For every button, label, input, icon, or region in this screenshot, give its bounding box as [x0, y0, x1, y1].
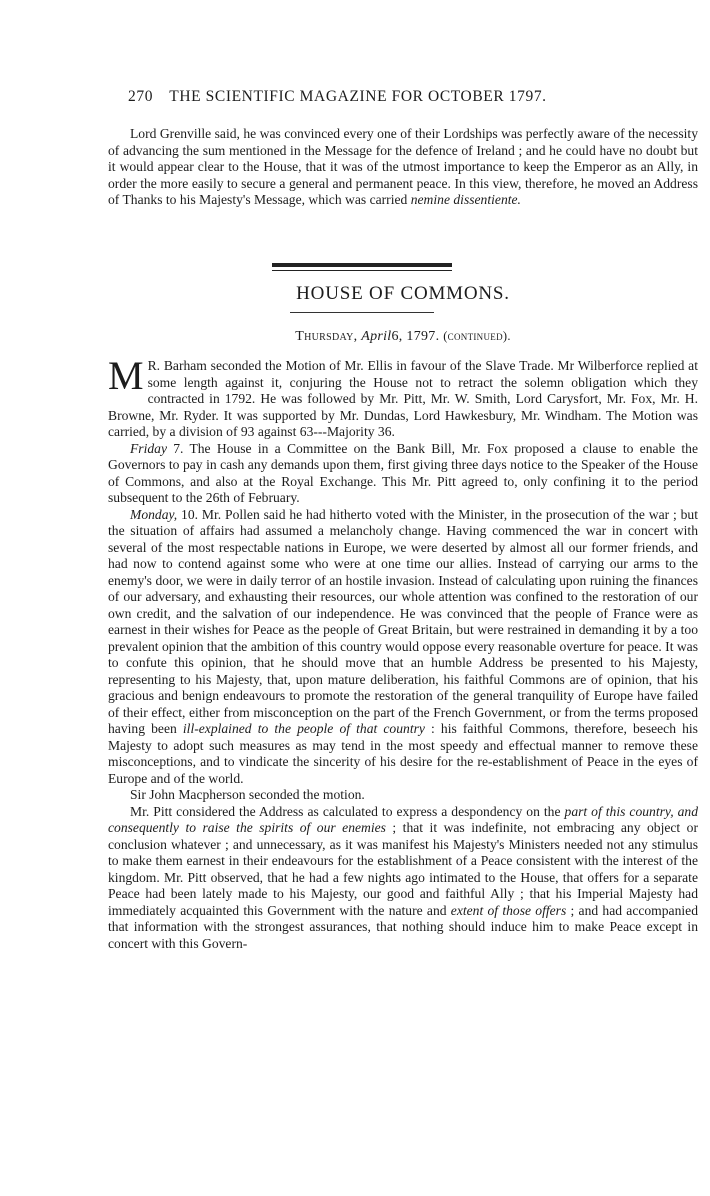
paragraph-macpherson [108, 787, 698, 804]
date-month: April [361, 329, 392, 344]
paragraph-barham [108, 353, 698, 441]
heading-underline [290, 312, 434, 313]
date-rest: 6, 1797. [391, 329, 440, 344]
paragraph-pitt [108, 804, 698, 953]
date-continued: (continued). [443, 329, 511, 343]
friday-lead: Friday [130, 440, 167, 456]
section-divider-thick [272, 263, 452, 267]
monday-lead: Monday, [130, 506, 178, 522]
page-number: 270 [128, 88, 154, 105]
intro-paragraph [108, 126, 698, 209]
paragraph-pitt-text-c: ; and had accompanied that information with the strongest assurances, that nothing should induce him to make Peace except in concert with this Govern- [108, 902, 698, 951]
intro-text: Lord Grenville said, he was convinced every one of their Lordships was perfectly aware of the necessity of advancing the sum mentioned in the Message for the defence of Ireland ; and he could have no doubt but it would appear clear to the House, that it was of the utmost importance to keep the Emperor as an Ally, in order the more easily to secure a general and permanent peace. In this view, therefore, he moved an Address of Thanks to his Majesty's Message, which was carried [108, 126, 698, 207]
paragraph-barham-text: R. Barham seconded the Motion of Mr. Ellis in favour of the Slave Trade. Mr Wilberforce replied at some length against it, conjuring the House not to retract the solemn obligation which they contracted in 1792. He was followed by Mr. Pitt, Mr. W. Smith, Lord Carysfort, Mr. Fox, Mr. H. Browne, Mr. Ryder. It was supported by Mr. Dundas, Lord Hawkesbury, Mr. Windham. The Motion was carried, by a division of 93 against 63---Majority 36. [108, 358, 698, 439]
lords-paragraph [108, 126, 698, 209]
running-header [128, 88, 628, 106]
drop-cap: M [108, 353, 144, 398]
section-heading: HOUSE OF COMMONS. [296, 283, 510, 304]
paragraph-monday-text-b: : his faithful Commons, therefore, beseech his Majesty to adopt such measures as may tend in the most speedy and effectual manner to remove these misconceptions, and to vindicate the sincerity of his desire for the re-establishment of Peace in the eyes of Europe and of the world. [108, 721, 698, 786]
section-divider-thin [272, 270, 452, 271]
paragraph-pitt-italic: part of this country, and consequently to raise the spirits of our enemies [108, 803, 698, 835]
paragraph-macpherson-text: Sir John Macpherson seconded the motion. [130, 787, 365, 802]
paragraph-pitt-italic-2: extent of those offers [450, 902, 567, 918]
session-date [108, 329, 698, 345]
paragraph-friday [108, 441, 698, 507]
paragraph-monday-italic: ill-explained to the people of that country [182, 721, 425, 736]
date-day: Thursday, [295, 329, 358, 344]
paragraph-monday-text-a: 10. Mr. Pollen said he had hitherto voted with the Minister, in the prosecution of the war ; but the situation of affairs had assumed a melancholy change. Having commenced the war in concert with several of the most respectable nations in Europe, we were deserted by almost all our former friends, and had now to contend against some who were at one time our allies. Instead of carrying our arms to the enemy's door, we were in daily terror of an hostile invasion. Instead of calculating upon ruining the finances of our adversary, and exhausting their resources, our whole attention was confined to the restoration of our own credit, and the salvation of our independence. He was convinced that the people of France were as earnest in their wishes for Peace as the people of Great Britain, but were restrained in demanding it by a too prevalent opinion that the ambition of this country would oppose every reasonable overture for peace. It was to confute this opinion, that he should move that an humble Address be presented to his Majesty, representing to his Majesty, that, upon mature deliberation, his faithful Commons are of opinion, that his gracious and benign endeavours to promote the restoration of the general tranquility of Europe have failed of their effect, either from misconception on the part of the French Government, or from the terms proposed having been [108, 506, 699, 736]
paragraph-pitt-text-a: Mr. Pitt considered the Address as calculated to express a despondency on the [130, 803, 565, 819]
running-title: THE SCIENTIFIC MAGAZINE FOR OCTOBER 1797. [169, 88, 547, 105]
paragraph-friday-text: 7. The House in a Committee on the Bank Bill, Mr. Fox proposed a clause to enable the Governors to pay in cash any demands upon them, first giving three days notice to the Speaker of the House of Commons, and also at the Royal Exchange. This Mr. Pitt agreed to, only confining it to the period subsequent to the 26th of February. [108, 440, 698, 505]
paragraph-pitt-text-b: ; that it was indefinite, not embracing any object or conclusion whatever ; and unnecessary, as it was manifest his Majesty's Ministers needed not any stimulus to make them earnest in their endeavours for the establishment of a Peace consistent with the interest of the kingdom. Mr. Pitt observed, that he had a few nights ago intimated to the House, that offers for a separate Peace had been lately made to his Majesty, our good and faithful Ally ; that his Imperial Majesty had immediately acquainted this Government with the nature and [108, 820, 698, 918]
intro-latin-phrase: nemine dissentiente. [410, 192, 521, 207]
commons-report [108, 353, 699, 952]
paragraph-monday [108, 507, 698, 788]
